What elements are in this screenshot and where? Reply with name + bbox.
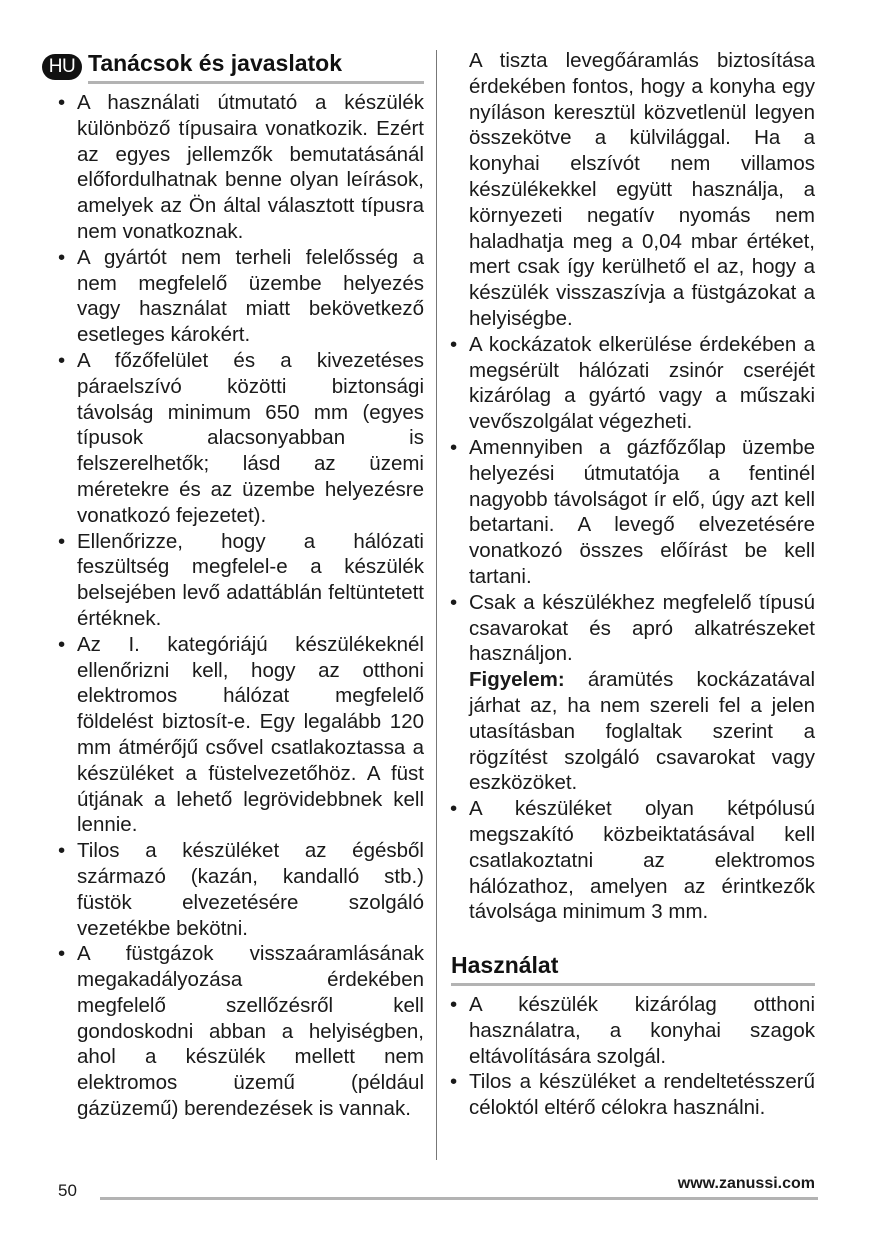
section-title-usage: Használat	[451, 952, 815, 986]
left-column	[58, 90, 424, 1122]
list-item: • Ellenőrizze, hogy a hálózati feszültség megfelel-e a készülék belsejében levő adattáblán feltüntetett értéknek.	[58, 529, 424, 632]
column-divider	[436, 50, 437, 1160]
list-item: • A gyártót nem terheli felelősség a nem megfelelő üzembe helyezés vagy használat miatt bekövetkező esetleges károkért.	[58, 245, 424, 348]
tips-list	[58, 90, 424, 1122]
list-item: • A készülék kizárólag otthoni használatra, a konyhai szagok eltávolítására szolgál.	[450, 992, 815, 1069]
list-item: • Tilos a készüléket az égésből származó (kazán, kandalló stb.) füstök elvezetésére szolgáló vezetékbe bekötni.	[58, 838, 424, 941]
list-item: • Csak a készülékhez megfelelő típusú csavarokat és apró alkatrészeket használjon.	[450, 590, 815, 667]
tips-list-continued	[450, 332, 815, 667]
section-title-tips: Tanácsok és javaslatok	[88, 50, 424, 84]
list-item-continuation: A tiszta levegőáramlás biztosítása érdekében fontos, hogy a konyha egy nyíláson keresztül közvetlenül legyen összekötve a külvilággal. Ha a konyhai elszívót nem villamos készülékekkel együtt használja, a környezeti negatív nyomás nem haladhatja meg a 0,04 mbar értéket, mert csak így kerülhető el az, hogy a készülék visszaszívja a füstgázokat a helyiségbe.	[469, 49, 815, 330]
list-item: • Az I. kategóriájú készülékeknél ellenőrizni kell, hogy az otthoni elektromos hálózat megfelelő földelést biztosít-e. Egy legalább 120 mm átmérőjű csővel csatlakoztassa a készüléket a füstelvezetőhöz. A füst útjának a lehető legrövidebbnek kell lennie.	[58, 632, 424, 838]
list-item: • A készüléket olyan kétpólusú megszakító közbeiktatásával kell csatlakoztatni az elektromos hálózathoz, amelyen az érintkezők távolsága minimum 3 mm.	[450, 796, 815, 925]
warning-note	[469, 667, 815, 796]
footer-rule	[100, 1197, 818, 1200]
usage-section	[450, 992, 815, 1121]
list-item: • Amennyiben a gázfőzőlap üzembe helyezési útmutatója a fentinél nagyobb távolságot ír elő, úgy azt kell betartani. A levegő elvezetésére vonatkozó összes előírást be kell tartani.	[450, 435, 815, 590]
website-url: www.zanussi.com	[677, 1175, 815, 1192]
list-item: • A kockázatok elkerülése érdekében a megsérült hálózati zsinór cseréjét kizárólag a gyártó vagy a műszaki vevőszolgálat végezheti.	[450, 332, 815, 435]
list-item: • Tilos a készüléket a rendeltetésszerű céloktól eltérő célokra használni.	[450, 1069, 815, 1121]
list-item: • A főzőfelület és a kivezetéses páraelszívó közötti biztonsági távolság minimum 650 mm (egyes típusok alacsonyabban is felszerelhetők; lásd az üzemi méretekre és az üzembe helyezésre vonatkozó fejezetet).	[58, 348, 424, 529]
language-badge: HU	[42, 54, 82, 80]
warning-text: áramütés kockázatával járhat az, ha nem szereli fel a jelen utasításban foglaltak szerint a rögzítést szolgáló csavarokat vagy eszközöket.	[469, 668, 815, 795]
warning-label: Figyelem:	[469, 668, 565, 692]
list-item: • A használati útmutató a készülék különböző típusaira vonatkozik. Ezért az egyes jellemzők bemutatásánál előfordulhatnak benne olyan leírások, amelyek az Ön által választott típusra nem vonatkoznak.	[58, 90, 424, 245]
tips-list-end	[450, 796, 815, 925]
usage-list	[450, 992, 815, 1121]
list-item: • A füstgázok visszaáramlásának megakadályozása érdekében megfelelő szellőzésről kell gondoskodni abban a helyiségben, ahol a készülék mellett nem elektromos üzemű (például gázüzemű) berendezések is vannak.	[58, 941, 424, 1122]
right-column	[450, 48, 815, 925]
page-number: 50	[58, 1181, 77, 1200]
